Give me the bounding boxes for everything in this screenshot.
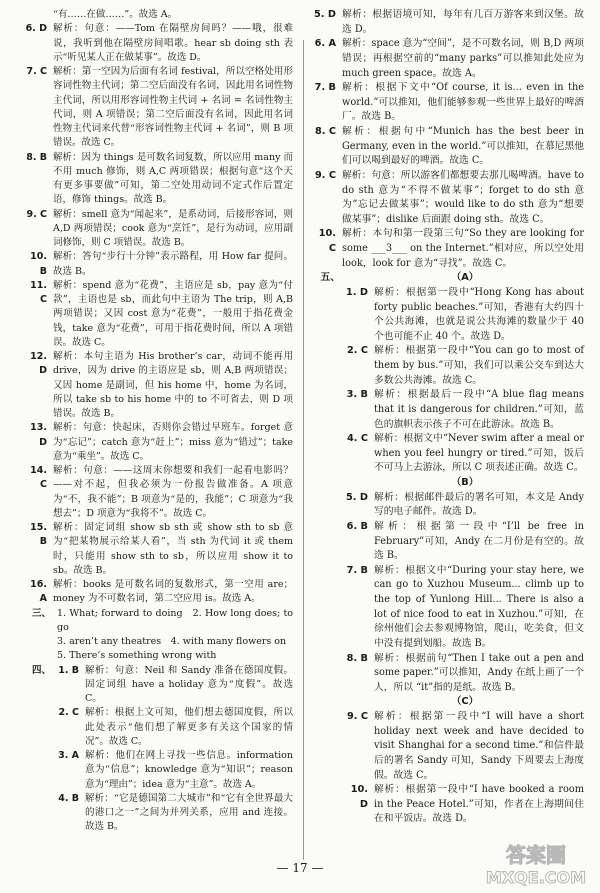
answer-item xyxy=(314,125,584,169)
answer-item xyxy=(346,286,584,345)
answer-number: 2. C xyxy=(58,707,79,719)
section-block xyxy=(25,664,293,835)
answer-item xyxy=(25,464,293,521)
section-block xyxy=(25,607,293,664)
answer-text: 解析：句意：所以游客们都想要去那儿喝啤酒。have to do sth 意为“不得不做某事”；forget to do sth 意为“忘记去做某事”；would like to do sth 意为“想要做某事”；dislike 后面跟 doing sth。故选 C。 xyxy=(342,169,584,225)
answer-number: 16. A xyxy=(30,579,47,605)
answer-item xyxy=(346,564,584,652)
answer-text: 解析：本句和第一段第三句“So they are looking for some ___3___ on the Internet.”相对应，所以空处用 look，look for 意为“寻找”。故选 C。 xyxy=(342,228,584,269)
answer-number: 13. D xyxy=(30,422,47,448)
answer-number: 10. C xyxy=(318,228,336,254)
answer-text: 解析：根据下文中“Of course, it is... even in the world.”可以推知，他们能够参观一些世界上最好的啤酒厂。故选 B。 xyxy=(342,82,584,123)
answer-item xyxy=(314,227,584,271)
answer-item xyxy=(25,250,293,279)
answer-number: 1. B xyxy=(58,664,79,676)
answer-text: 解析：固定词组 show sb sth 或 show sth to sb 意为“把某物展示给某人看”，当 sth 为代词 it 或 them 时，只能用 show sth to sb，所以应用 show it to sb。故选 B。 xyxy=(53,522,293,576)
answer-text: 解析：本句主语为 His brother’s car，动词不能再用 drive，因为 drive 的主语应是 sb，则 A,B 两项错误；又因 home 是副词，但 his home 中，home 为名词，所以 take sb to his home 中的 to 不可省去，则 D 项错误。故选 B。 xyxy=(53,351,293,419)
section-body xyxy=(57,607,293,664)
section-label: 三、 xyxy=(31,607,51,619)
answer-text: 解析：根据句中“Munich has the best beer in Germany, even in the world.”可以推知，在慕尼黑他们可以喝到最好的啤酒。故选 C。 xyxy=(342,126,584,167)
answer-text: 解析：根据第一段中“I will have a short holiday next week and have decided to visit Shanghai for a second time.”和信件最后的署名 Sandy 可知，Sandy 下周要去上海度假。故选 C。 xyxy=(374,711,584,781)
watermark-logo xyxy=(478,837,594,889)
answer-item xyxy=(25,350,293,421)
answer-number: 8. C xyxy=(314,126,336,137)
left-column xyxy=(25,8,293,835)
answer-item xyxy=(346,388,584,432)
answer-number: 4. B xyxy=(58,792,79,804)
answer-text: 解析：根据文中“During your stay here, we can go to Xuzhou Museum... climb up to the top of Yunlong Hill... There is also a lot of nice food to eat in Xuzhou.”可知，在徐州他们会去参观博物馆，爬山，吃美食，但文中没有提到划船。故选 B。 xyxy=(374,564,584,649)
answer-item xyxy=(346,783,584,827)
answer-item xyxy=(57,664,293,707)
section-label: 四、 xyxy=(31,664,51,676)
answer-text: 解析：根据最后一段中“A blue flag means that it is dangerous for children.”可知，蓝色的旗帜表示孩子不可在此游泳。故选 B。 xyxy=(374,389,584,430)
section-block xyxy=(314,271,584,827)
fill-answer-line: 5. There’s something wrong with xyxy=(57,650,217,662)
answer-text: 解析：books 是可数名词的复数形式，第一空用 are；money 为不可数名词，第二空应用 is。故选 A。 xyxy=(53,579,293,605)
answer-text: 解析：句意：Neil 和 Sandy 准备在德国度假。固定词组 have a holiday 意为“度假”。故选 C。 xyxy=(85,664,293,704)
answer-text: 解析：smell 意为“闻起来”，是系动词，后接形容词，则 A,D 两项错误；cook 意为“烹饪”，是行为动词，应用副词修饰，则 C 项错误。故选 B。 xyxy=(53,208,293,248)
answer-number: 8. B xyxy=(26,151,47,163)
answer-item xyxy=(25,151,293,208)
answer-item xyxy=(346,520,584,564)
answer-number: 4. C xyxy=(346,433,368,445)
answer-number: 2. C xyxy=(346,345,368,357)
answer-number: 9. C xyxy=(314,169,336,181)
answer-item xyxy=(25,578,293,607)
answer-text: 解析：根据第一段中“I have booked a room in the Peace Hotel.”可知，作者在上海期间住在和平饭店。故选 D。 xyxy=(374,784,584,825)
answer-item xyxy=(314,37,584,81)
answer-item xyxy=(25,208,293,251)
watermark-line2: MXQE.COM xyxy=(485,868,587,887)
group-header: （B） xyxy=(451,477,479,488)
answer-number: 11. C xyxy=(30,279,47,305)
section-body xyxy=(346,271,584,827)
section-body xyxy=(57,664,293,835)
answer-number: 3. A xyxy=(58,750,79,761)
answer-item xyxy=(346,432,584,476)
answer-number: 6. A xyxy=(314,38,336,50)
answer-number: 7. B xyxy=(314,82,336,94)
answer-number: 9. C xyxy=(26,208,47,220)
answer-text: 解析：句意：快起床，否则你会错过早班车。forget 意为“忘记”；catch 意为“赶上”；miss 意为“错过”；take 意为“乘坐”。故选 C。 xyxy=(53,422,293,462)
answer-text: 解析：根据上文可知，他们想去德国度假，所以此处表示“他们想了解更多有关这个国家的情况”。故选 C。 xyxy=(85,707,293,747)
answer-text: 解析：句意：——这周末你想要和我们一起看电影吗？——对不起，但我必须为一份报告做准备。A 项意为“不，我不能”；B 项意为“是的，我能”；C 项意为“我想去”；D 项意为“我将不”。故选 C。 xyxy=(53,465,293,519)
answer-item xyxy=(25,22,293,65)
answer-item xyxy=(25,8,293,22)
answer-item xyxy=(25,65,293,151)
answer-item xyxy=(346,491,584,520)
answer-number: 7. C xyxy=(26,66,47,77)
answer-text: 解析：根据第一段中“Hong Kong has about forty public beaches.”可知，香港有大约四十个公共海滩，也就是说公共海滩的数量少于 40 个也可能不止 40 个。故选 D。 xyxy=(374,286,584,342)
answer-number: 10. D xyxy=(350,784,368,810)
answer-item xyxy=(57,749,293,792)
answer-item xyxy=(314,169,584,228)
watermark-line1: 答案圈 xyxy=(506,843,566,867)
answer-number: 12. D xyxy=(30,351,47,377)
answer-text: 解析：根据文中“Never swim after a meal or when you feel hungry or tired.”可知，饭后不可马上去游泳，所以 C 项表述正确。故选 C。 xyxy=(374,433,584,474)
answer-item xyxy=(314,8,584,37)
answer-text: 解析：根据语境可知，每年有几百万游客来到汉堡。故选 D。 xyxy=(342,9,584,35)
group-header: （A） xyxy=(451,272,479,284)
answer-item xyxy=(25,521,293,578)
page-number: — 17 — xyxy=(276,861,324,875)
answer-text: 解析：space 意为“空间”，是不可数名词，则 B,D 两项错误；再根据空前的“many parks”可以推知此处应为 much green space。故选 A。 xyxy=(342,38,584,79)
answer-text: 解析：第一空因为后面有名词 festival，所以空格处用形容词性物主代词；第二空后面没有名词，因此用名词性物主代词，所以用形容词性物主代词 + 名词 = 名词性物主代词，则 A 项错误；第二空后面没有名词，因此用名词性物主代词来代替“形容词性物主代词 + 名词”，则 B 项错误。故选 C。 xyxy=(53,66,293,149)
answer-item xyxy=(346,344,584,388)
answer-number: 7. B xyxy=(346,564,368,576)
answer-number: 3. B xyxy=(346,389,368,401)
answer-item xyxy=(25,279,293,350)
answer-number: 6. B xyxy=(346,520,368,532)
answer-number: 10. B xyxy=(30,251,47,277)
answer-number: 9. C xyxy=(346,711,368,722)
answer-text: 解析：答句“步行十分钟”表示路程，用 How far 提问。故选 B。 xyxy=(53,251,293,277)
answer-number: 14. C xyxy=(30,465,47,491)
answer-text: 解析：他们在网上寻找一些信息。information 意为“信息”；knowledge 意为“知识”；reason 意为“理由”；idea 意为“主意”。故选 A。 xyxy=(85,750,293,790)
answer-text: 解析：spend 意为“花费”，主语应是 sb，pay 意为“付款”，主语也是 sb，而此句中主语为 The trip，则 A,B 两项错误；又因 cost 意为“花费”，一般用于指花费金钱，take 意为“花费”，可用于指花费时间，所以 A 项错误。故选 C。 xyxy=(53,279,293,348)
answer-text: 解析：“它是德国第二大城市”和“它有全世界最大的港口之一”之间为并列关系，应用 and 连接。故选 B。 xyxy=(85,792,293,833)
answer-text: 解析：因为 things 是可数名词复数，所以应用 many 而不用 much 修饰，则 A,C 两项错误；根据句意“这个天有更多事要做”可知，第二空处用动词不定式作后置定语，修饰 things。故选 B。 xyxy=(53,151,293,206)
group-header: （C） xyxy=(451,696,479,708)
answer-item xyxy=(346,710,584,783)
answer-item xyxy=(57,706,293,749)
answer-text: “有……在做……”。故选 A。 xyxy=(53,9,178,20)
answer-number: 5. D xyxy=(346,491,368,503)
answer-number: 1. D xyxy=(346,286,368,298)
answer-item xyxy=(314,81,584,125)
column-divider xyxy=(303,40,304,860)
answer-text: 解析：根据第一段中“I’ll be free in February”可知，Andy 在二月份是有空的。故选 B。 xyxy=(374,520,584,562)
answer-item xyxy=(57,792,293,835)
fill-answer-line: 3. aren’t any theatres 4. with many flowers on xyxy=(57,636,287,647)
answer-text: 解析：句意：——Tom 在隔壁房间吗？——哦，很难说，我听到他在隔壁房间唱歌。hear sb doing sth 表示“听见某人正在做某事”。故选 D。 xyxy=(53,23,293,63)
answer-text: 解析：根据第一段中“You can go to most of them by bus.”可知，我们可以乘公交车到达大多数公共海滩。故选 C。 xyxy=(374,345,584,386)
answer-number: 15. B xyxy=(30,522,47,548)
answer-item xyxy=(346,652,584,696)
section-label: 五、 xyxy=(320,272,340,284)
answer-number: 8. B xyxy=(346,652,368,664)
answer-number: 6. D xyxy=(25,23,47,35)
right-column xyxy=(314,8,584,827)
answer-text: 解析：根据邮件最后的署名可知，本文是 Andy 写的电子邮件。故选 D。 xyxy=(374,491,584,518)
answer-number: 5. D xyxy=(314,9,336,20)
answer-item xyxy=(25,421,293,464)
answer-text: 解析：根据前句“Then I take out a pen and some paper.”可以推知，Andy 在纸上画了一个人，所以 “it”指的是纸。故选 B。 xyxy=(374,652,584,693)
fill-answer-line: 1. What; forward to doing 2. How long does; to go xyxy=(57,607,293,633)
